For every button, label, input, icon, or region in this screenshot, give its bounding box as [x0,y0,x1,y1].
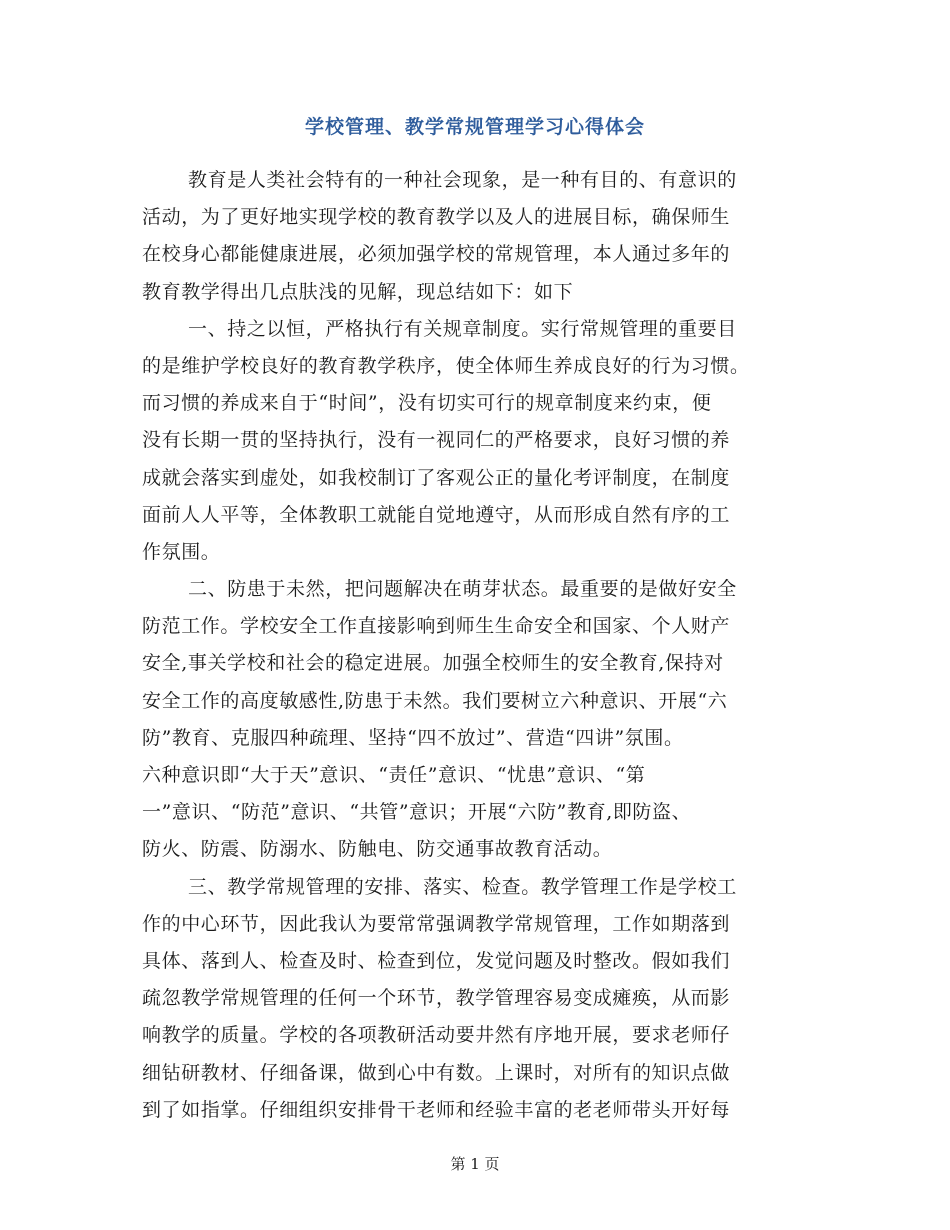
text-line: 一”意识、“防范”意识、“共管”意识；开展“六防”教育,即防盗、 [142,801,692,824]
text-line: 而习惯的养成来自于“时间”，没有切实可行的规章制度来约束，便 [142,392,712,415]
text-line: 六种意识即“大于天”意识、“责任”意识、“忧患”意识、“第 [142,764,646,786]
text-line: 成就会落实到虚处，如我校制订了客观公正的量化考评制度，在制度 [142,466,731,489]
text-line: 三、教学常规管理的安排、落实、检查。教学管理工作是学校工 [188,875,737,898]
text-line: 活动，为了更好地实现学校的教育教学以及人的进展目标，确保师生 [142,206,731,229]
text-line: 一、持之以恒，严格执行有关规章制度。实行常规管理的重要目 [188,317,737,340]
text-line: 作的中心环节，因此我认为要常常强调教学常规管理，工作如期落到 [142,912,731,935]
page-number: 第 1 页 [450,1155,500,1173]
text-line: 教育教学得出几点肤浅的见解，现总结如下：如下 [142,280,574,303]
text-line: 响教学的质量。学校的各项教研活动要井然有序地开展，要求老师仔 [142,1024,731,1047]
text-line: 没有长期一贯的坚持执行，没有一视同仁的严格要求，良好习惯的养 [142,429,731,452]
text-line: 在校身心都能健康进展，必须加强学校的常规管理，本人通过多年的 [142,243,731,266]
document-title: 学校管理、教学常规管理学习心得体会 [304,116,645,138]
text-line: 细钻研教材、仔细备课，做到心中有数。上课时，对所有的知识点做 [142,1061,731,1084]
document-body [142,162,842,1129]
text-line: 安全工作的高度敏感性,防患于未然。我们要树立六种意识、开展“六 [142,689,728,712]
text-line: 安全,事关学校和社会的稳定进展。加强全校师生的安全教育,保持对 [142,652,724,675]
text-line: 作氛围。 [142,540,221,563]
text-line: 面前人人平等，全体教职工就能自觉地遵守，从而形成自然有序的工 [142,503,731,526]
text-line: 教育是人类社会特有的一种社会现象，是一种有目的、有意识的 [188,169,737,191]
text-line: 防火、防震、防溺水、防触电、防交通事故教育活动。 [142,838,613,861]
text-line: 的是维护学校良好的教育教学秩序，使全体师生养成良好的行为习惯。 [142,354,750,377]
text-line: 具体、落到人、检查及时、检查到位，发觉问题及时整改。假如我们 [142,949,731,972]
text-line: 到了如指掌。仔细组织安排骨干老师和经验丰富的老老师带头开好每 [142,1098,731,1121]
text-line: 防范工作。学校安全工作直接影响到师生生命安全和国家、个人财产 [142,615,731,638]
text-line: 防”教育、克服四种疏理、坚持“四不放过”、营造“四讲”氛围。 [142,726,684,749]
text-line: 二、防患于未然，把问题解决在萌芽状态。最重要的是做好安全 [188,578,737,601]
text-line: 疏忽教学常规管理的任何一个环节，教学管理容易变成瘫痪，从而影 [142,987,731,1010]
